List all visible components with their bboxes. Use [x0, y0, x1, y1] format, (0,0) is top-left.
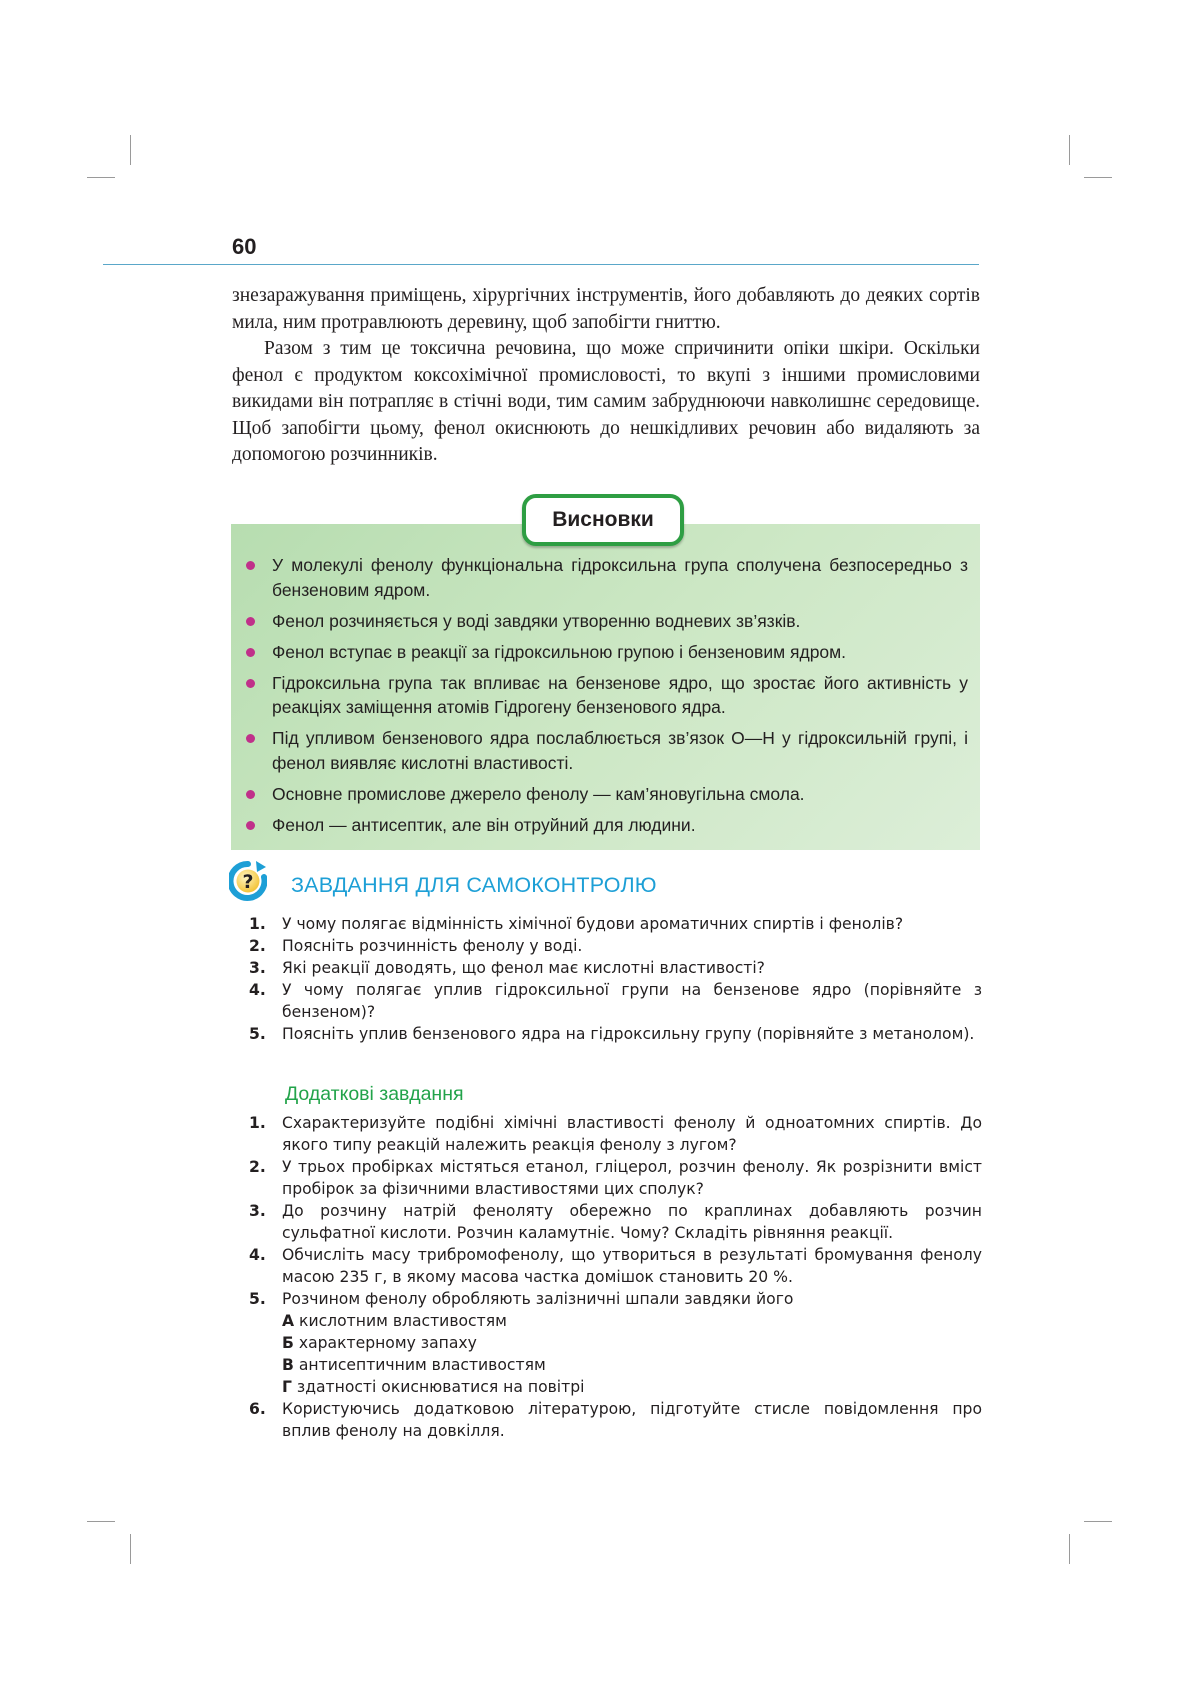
task-item	[249, 1156, 982, 1200]
task-number: 3.	[249, 959, 266, 977]
answer-option	[282, 1310, 982, 1332]
page-number: 60	[232, 234, 257, 259]
option-text: антисептичним властивостям	[298, 1356, 546, 1374]
task-number: 1.	[249, 915, 266, 933]
task-item	[249, 957, 982, 979]
crop-mark	[1084, 1521, 1112, 1522]
body-paragraph: Разом з тим це токсична речовина, що може спричинити опіки шкіри. Оскільки фенол є продуктом коксохімічної промисловості, то вкупі з іншими промисловими викидами він потрапляє в стічні води, тим самим забруднюючи навколишнє середовище. Щоб запобігти цьому, фенол окиснюють до нешкідливих речовин або видаляють за допомогою розчинників.	[232, 338, 980, 465]
task-item	[249, 1112, 982, 1156]
task-text: До розчину натрій феноляту обережно по краплинах добавляють розчин сульфатної кислоти. Розчин каламутніє. Чому? Складіть рівняння реакції.	[282, 1202, 982, 1242]
conclusion-item	[246, 726, 968, 775]
conclusion-item	[246, 640, 968, 665]
task-text: Розчином фенолу обробляють залізничні шпали завдяки його	[282, 1290, 794, 1308]
crop-mark	[1069, 135, 1070, 165]
task-text: У чому полягає уплив гідроксильної групи на бензенове ядро (порівняйте з бензеном)?	[282, 981, 982, 1021]
bullet-icon	[246, 679, 255, 688]
task-text: У чому полягає відмінність хімічної будови ароматичних спиртів і фенолів?	[282, 915, 904, 933]
additional-heading: Додаткові завдання	[285, 1083, 464, 1105]
conclusion-text: Під упливом бензенового ядра послаблюється зв’язок О—Н у гідроксильній групі, і фенол виявляє кислотні властивості.	[272, 728, 968, 773]
option-letter: А	[282, 1312, 295, 1330]
task-item	[249, 979, 982, 1023]
crop-mark	[87, 1521, 115, 1522]
bullet-icon	[246, 790, 255, 799]
selfcheck-task-list	[249, 913, 982, 1045]
crop-mark	[1069, 1534, 1070, 1564]
conclusion-item	[246, 782, 968, 807]
conclusions-title: Висновки	[522, 494, 684, 546]
conclusion-item	[246, 671, 968, 720]
task-text: У трьох пробірках містяться етанол, гліцерол, розчин фенолу. Як розрізнити вміст пробірок за фізичними властивостями цих сполук?	[282, 1158, 982, 1198]
conclusion-item	[246, 813, 968, 838]
task-number: 5.	[249, 1025, 266, 1043]
selfcheck-heading: ЗАВДАННЯ ДЛЯ САМОКОНТРОЛЮ	[291, 873, 657, 897]
conclusions-list	[246, 553, 968, 844]
task-number: 4.	[249, 981, 266, 999]
option-letter: Б	[282, 1334, 294, 1352]
task-item	[249, 935, 982, 957]
task-item	[249, 1023, 982, 1045]
conclusion-item	[246, 609, 968, 634]
task-text: Обчисліть масу трибромофенолу, що утвориться в результаті бромування фенолу масою 235 г, в якому масова частка домішок становить 20 %.	[282, 1246, 982, 1286]
crop-mark	[87, 177, 115, 178]
task-item	[249, 1244, 982, 1288]
answer-option	[282, 1354, 982, 1376]
option-text: кислотним властивостям	[299, 1312, 507, 1330]
bullet-icon	[246, 648, 255, 657]
task-text: Які реакції доводять, що фенол має кислотні властивості?	[282, 959, 765, 977]
task-number: 1.	[249, 1114, 266, 1132]
crop-mark	[1084, 177, 1112, 178]
task-number: 4.	[249, 1246, 266, 1264]
additional-task-list	[249, 1112, 982, 1442]
task-number: 3.	[249, 1202, 266, 1220]
body-paragraph: знезаражування приміщень, хірургічних інструментів, його добавляють до деяких сортів мила, ним протравлюють деревину, щоб запобігти гниттю.	[232, 285, 980, 333]
option-text: здатності окиснюватися на повітрі	[296, 1378, 585, 1396]
task-item	[249, 1288, 982, 1398]
task-item	[249, 1398, 982, 1442]
conclusion-text: У молекулі фенолу функціональна гідроксильна група сполучена безпосередньо з бензеновим ядром.	[272, 555, 968, 600]
option-letter: В	[282, 1356, 294, 1374]
conclusion-text: Фенол розчиняється у воді завдяки утворенню водневих зв’язків.	[272, 610, 801, 631]
crop-mark	[130, 1534, 131, 1564]
answer-option	[282, 1376, 982, 1398]
task-item	[249, 913, 982, 935]
task-number: 6.	[249, 1400, 266, 1418]
header-rule	[103, 264, 979, 265]
task-text: Схарактеризуйте подібні хімічні властивості фенолу й одноатомних спиртів. До якого типу реакцій належить реакція фенолу з лугом?	[282, 1114, 982, 1154]
answer-option	[282, 1332, 982, 1354]
crop-mark	[130, 135, 131, 165]
conclusion-text: Фенол вступає в реакції за гідроксильною групою і бензеновим ядром.	[272, 641, 847, 662]
task-item	[249, 1200, 982, 1244]
task-number: 5.	[249, 1290, 266, 1308]
body-text	[232, 283, 980, 469]
conclusion-text: Основне промислове джерело фенолу — кам’яновугільна смола.	[272, 783, 805, 804]
task-text: Користуючись додатковою літературою, підготуйте стисле повідомлення про вплив фенолу на довкілля.	[282, 1400, 982, 1440]
conclusion-text: Фенол — антисептик, але він отруйний для людини.	[272, 814, 696, 835]
bullet-icon	[246, 617, 255, 626]
bullet-icon	[246, 561, 255, 570]
bullet-icon	[246, 821, 255, 830]
bullet-icon	[246, 734, 255, 743]
conclusion-text: Гідроксильна група так впливає на бензенове ядро, що зростає його активність у реакціях заміщення атомів Гідрогену бензенового ядра.	[272, 672, 968, 717]
task-number: 2.	[249, 937, 266, 955]
task-number: 2.	[249, 1158, 266, 1176]
task-text: Поясніть розчинність фенолу у воді.	[282, 937, 583, 955]
option-text: характерному запаху	[298, 1334, 477, 1352]
conclusion-item	[246, 553, 968, 602]
svg-text:?: ?	[242, 871, 254, 893]
task-text: Поясніть уплив бензенового ядра на гідроксильну групу (порівняйте з метанолом).	[282, 1025, 975, 1043]
option-letter: Г	[282, 1378, 292, 1396]
question-mark-icon	[229, 859, 267, 903]
